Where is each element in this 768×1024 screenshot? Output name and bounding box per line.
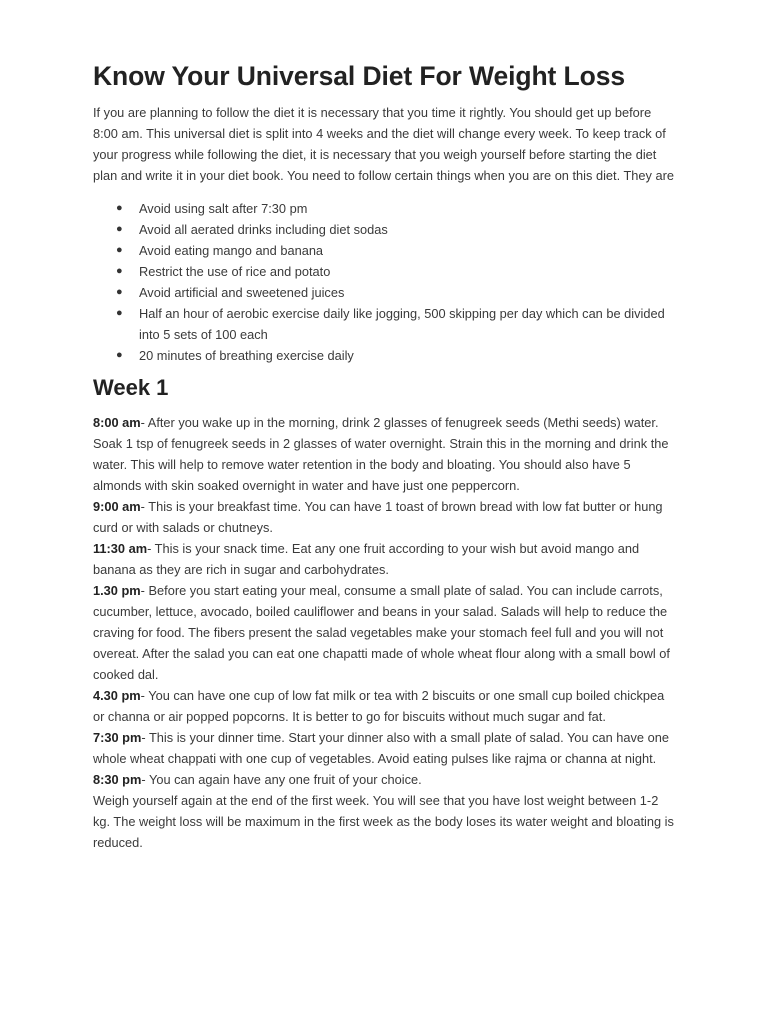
- entry-text: - This is your dinner time. Start your dinner also with a small plate of salad. You can have one whole wheat chappati with one cup of vegetables. Avoid eating pulses like rajma or channa at night.: [93, 730, 669, 766]
- entry-time: 8:30 pm: [93, 772, 142, 787]
- schedule-entry: [93, 685, 678, 727]
- entry-time: 7:30 pm: [93, 730, 142, 745]
- bullet-icon: ●: [116, 349, 123, 361]
- document-page: [93, 56, 678, 853]
- rule-text: Avoid using salt after 7:30 pm: [139, 201, 308, 216]
- schedule-entry: [93, 496, 678, 538]
- bullet-icon: ●: [116, 286, 123, 298]
- closing-paragraph: Weigh yourself again at the end of the first week. You will see that you have lost weight between 1-2 kg. The weight loss will be maximum in the first week as the body loses its water weight and bloating is reduced.: [93, 793, 674, 850]
- week-1-heading: Week 1: [93, 375, 169, 400]
- list-item: [93, 261, 678, 282]
- bullet-icon: ●: [116, 223, 123, 235]
- intro-paragraph: If you are planning to follow the diet it is necessary that you time it rightly. You should get up before 8:00 am. This universal diet is split into 4 weeks and the diet will change every week. To keep track of your progress while following the diet, it is necessary that you weigh yourself before starting the diet plan and write it in your diet book. You need to follow certain things when you are on this diet. They are: [93, 105, 674, 183]
- entry-text: - This is your snack time. Eat any one fruit according to your wish but avoid mango and banana as they are rich in sugar and carbohydrates.: [93, 541, 640, 577]
- list-item: [93, 282, 678, 303]
- bullet-icon: ●: [116, 265, 123, 277]
- schedule-entry: [93, 769, 678, 790]
- rule-text: Avoid artificial and sweetened juices: [139, 285, 345, 300]
- bullet-icon: ●: [116, 244, 123, 256]
- entry-time: 4.30 pm: [93, 688, 141, 703]
- schedule-entry: [93, 412, 678, 496]
- list-item: [93, 345, 678, 366]
- entry-time: 1.30 pm: [93, 583, 141, 598]
- diet-rules-list: [93, 198, 678, 366]
- entry-time: 8:00 am: [93, 415, 141, 430]
- rule-text: Restrict the use of rice and potato: [139, 264, 331, 279]
- rule-text: Half an hour of aerobic exercise daily like jogging, 500 skipping per day which can be divided into 5 sets of 100 each: [139, 306, 665, 342]
- entry-text: - This is your breakfast time. You can have 1 toast of brown bread with low fat butter or hung curd or with salads or chutneys.: [93, 499, 663, 535]
- entry-time: 9:00 am: [93, 499, 141, 514]
- schedule-entry: [93, 538, 678, 580]
- bullet-icon: ●: [116, 307, 123, 319]
- entry-text: - You can have one cup of low fat milk or tea with 2 biscuits or one small cup boiled chickpea or channa or air popped popcorns. It is better to go for biscuits without much sugar and fat.: [93, 688, 665, 724]
- entry-text: - You can again have any one fruit of your choice.: [141, 772, 422, 787]
- schedule-entry: [93, 727, 678, 769]
- list-item: [93, 303, 678, 345]
- entry-text: - After you wake up in the morning, drink 2 glasses of fenugreek seeds (Methi seeds) water. Soak 1 tsp of fenugreek seeds in 2 glasses of water overnight. Strain this in the morning and drink the water. This will help to remove water retention in the body and bloating. You should also have 5 almonds with skin soaked overnight in water and have just one peppercorn.: [93, 415, 669, 493]
- page-title: Know Your Universal Diet For Weight Loss: [93, 61, 625, 91]
- list-item: [93, 219, 678, 240]
- rule-text: Avoid eating mango and banana: [139, 243, 324, 258]
- entry-time: 11:30 am: [93, 541, 148, 556]
- schedule-entry: [93, 580, 678, 685]
- rule-text: Avoid all aerated drinks including diet sodas: [139, 222, 388, 237]
- rule-text: 20 minutes of breathing exercise daily: [139, 348, 354, 363]
- list-item: [93, 198, 678, 219]
- bullet-icon: ●: [116, 202, 123, 214]
- week-1-schedule: [93, 412, 678, 853]
- list-item: [93, 240, 678, 261]
- entry-text: - Before you start eating your meal, consume a small plate of salad. You can include carrots, cucumber, lettuce, avocado, boiled cauliflower and beans in your salad. Salads will help to reduce the craving for food. The fibers present the salad vegetables make your stomach feel full and you will not overeat. After the salad you can eat one chapatti made of whole wheat flour along with a small bowl of cooked dal.: [93, 583, 670, 682]
